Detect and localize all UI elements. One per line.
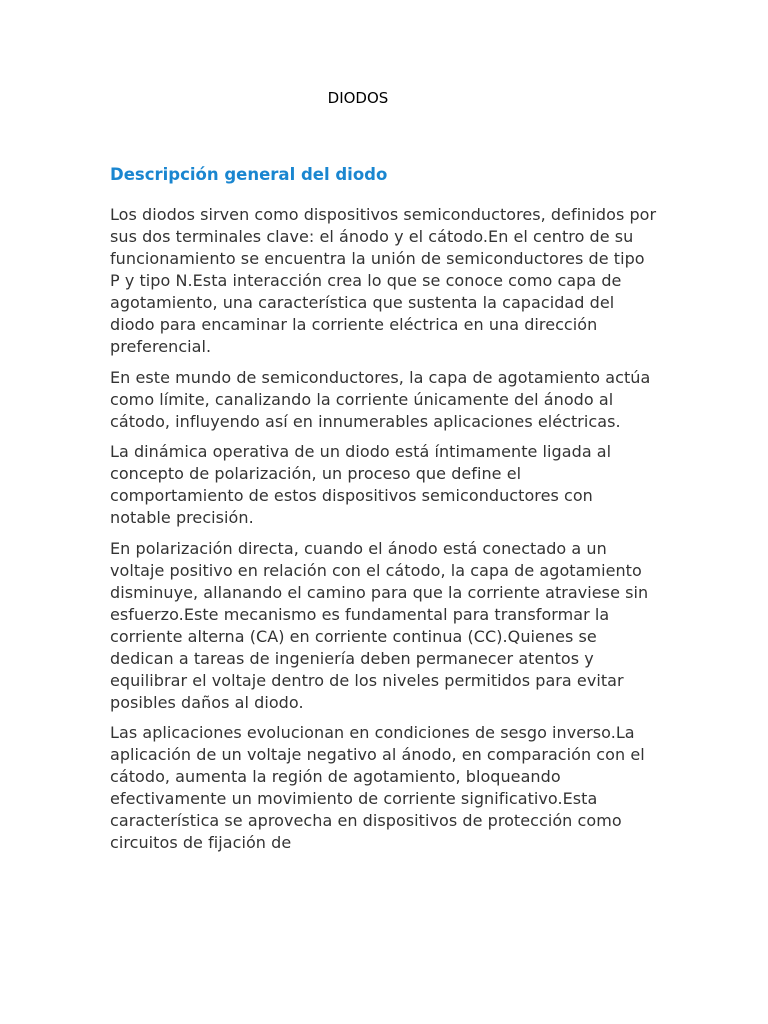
paragraph-4: En polarización directa, cuando el ánodo está conectado a un voltaje positivo en relación con el cátodo, la capa de agotamiento disminuye, allanando el camino para que la corriente atraviese sin esfuerzo.Este mecanismo es fundamental para transformar la corriente alterna (CA) en corriente continua (CC).Quienes se dedican a tareas de ingeniería deben permanecer atentos y equilibrar el voltaje dentro de los niveles permitidos para evitar posibles daños al diodo. bbox=[110, 538, 649, 712]
paragraph-1: Los diodos sirven como dispositivos semiconductores, definidos por sus dos terminales clave: el ánodo y el cátodo.En el centro de su funcionamiento se encuentra la unión de semiconductores de tipo P y tipo N.Esta interacción crea lo que se conoce como capa de agotamiento, una característica que sustenta la capacidad del diodo para encaminar la corriente eléctrica en una dirección preferencial. bbox=[110, 205, 657, 356]
section-heading: Descripción general del diodo bbox=[110, 165, 388, 184]
paragraph-5: Las aplicaciones evolucionan en condiciones de sesgo inverso.La aplicación de un voltaje negativo al ánodo, en comparación con el cátodo, aumenta la región de agotamiento, bloqueando efectivamente un movimiento de corriente significativo.Esta característica se aprovecha en dispositivos de protección como circuitos de fijación de bbox=[110, 723, 645, 852]
document-title: DIODOS bbox=[327, 89, 389, 107]
document-body bbox=[110, 164, 658, 863]
paragraph-2: En este mundo de semiconductores, la capa de agotamiento actúa como límite, canalizando la corriente únicamente del ánodo al cátodo, influyendo así en innumerables aplicaciones eléctricas. bbox=[110, 367, 651, 431]
paragraph-3: La dinámica operativa de un diodo está íntimamente ligada al concepto de polarización, un proceso que define el comportamiento de estos dispositivos semiconductores con notable precisión. bbox=[110, 442, 612, 527]
